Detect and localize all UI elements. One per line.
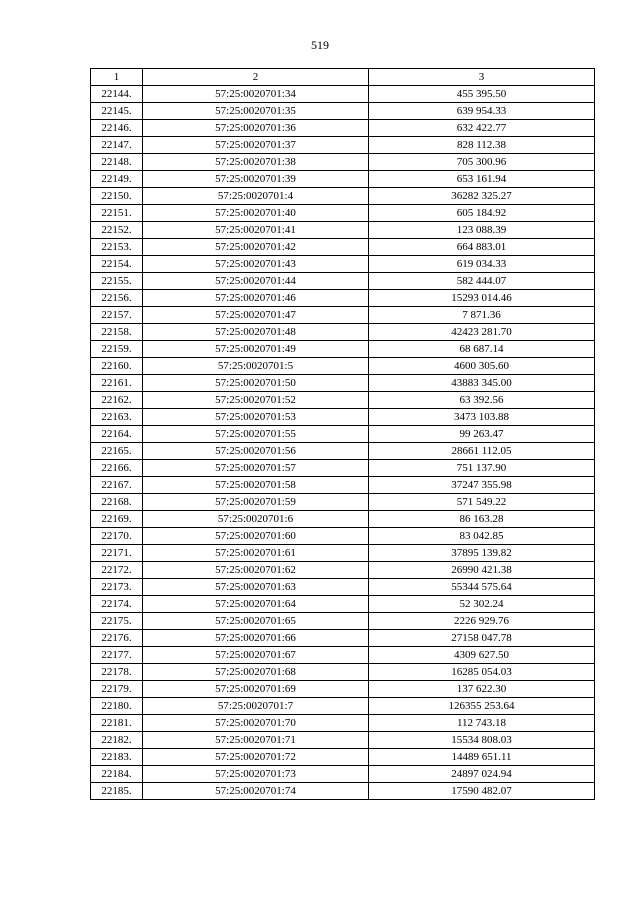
value-cell: 99 263.47 bbox=[369, 426, 595, 443]
value-cell: 619 034.33 bbox=[369, 256, 595, 273]
row-number-cell: 22168. bbox=[91, 494, 143, 511]
table-row bbox=[91, 528, 595, 545]
cadastral-number-cell: 57:25:0020701:37 bbox=[143, 137, 369, 154]
value-cell: 15293 014.46 bbox=[369, 290, 595, 307]
table-row bbox=[91, 698, 595, 715]
table-row bbox=[91, 545, 595, 562]
table-row bbox=[91, 596, 595, 613]
table-header-row bbox=[91, 69, 595, 86]
row-number-cell: 22185. bbox=[91, 783, 143, 800]
table-row bbox=[91, 222, 595, 239]
row-number-cell: 22160. bbox=[91, 358, 143, 375]
row-number-cell: 22179. bbox=[91, 681, 143, 698]
cadastral-number-cell: 57:25:0020701:47 bbox=[143, 307, 369, 324]
row-number-cell: 22149. bbox=[91, 171, 143, 188]
row-number-cell: 22171. bbox=[91, 545, 143, 562]
cadastral-number-cell: 57:25:0020701:59 bbox=[143, 494, 369, 511]
value-cell: 42423 281.70 bbox=[369, 324, 595, 341]
value-cell: 16285 054.03 bbox=[369, 664, 595, 681]
value-cell: 37895 139.82 bbox=[369, 545, 595, 562]
cadastral-number-cell: 57:25:0020701:49 bbox=[143, 341, 369, 358]
table-row bbox=[91, 494, 595, 511]
table-row bbox=[91, 460, 595, 477]
row-number-cell: 22158. bbox=[91, 324, 143, 341]
value-cell: 4600 305.60 bbox=[369, 358, 595, 375]
row-number-cell: 22156. bbox=[91, 290, 143, 307]
value-cell: 28661 112.05 bbox=[369, 443, 595, 460]
value-cell: 582 444.07 bbox=[369, 273, 595, 290]
cadastral-number-cell: 57:25:0020701:4 bbox=[143, 188, 369, 205]
row-number-cell: 22172. bbox=[91, 562, 143, 579]
row-number-cell: 22178. bbox=[91, 664, 143, 681]
table-row bbox=[91, 511, 595, 528]
row-number-cell: 22183. bbox=[91, 749, 143, 766]
row-number-cell: 22152. bbox=[91, 222, 143, 239]
value-cell: 3473 103.88 bbox=[369, 409, 595, 426]
row-number-cell: 22147. bbox=[91, 137, 143, 154]
cadastral-number-cell: 57:25:0020701:48 bbox=[143, 324, 369, 341]
cadastral-number-cell: 57:25:0020701:73 bbox=[143, 766, 369, 783]
row-number-cell: 22170. bbox=[91, 528, 143, 545]
value-cell: 632 422.77 bbox=[369, 120, 595, 137]
cadastral-number-cell: 57:25:0020701:56 bbox=[143, 443, 369, 460]
cadastral-number-cell: 57:25:0020701:43 bbox=[143, 256, 369, 273]
value-cell: 123 088.39 bbox=[369, 222, 595, 239]
table-row bbox=[91, 562, 595, 579]
cadastral-number-cell: 57:25:0020701:70 bbox=[143, 715, 369, 732]
cadastral-number-cell: 57:25:0020701:66 bbox=[143, 630, 369, 647]
cadastral-number-cell: 57:25:0020701:68 bbox=[143, 664, 369, 681]
row-number-cell: 22148. bbox=[91, 154, 143, 171]
cadastral-number-cell: 57:25:0020701:58 bbox=[143, 477, 369, 494]
cadastral-number-cell: 57:25:0020701:61 bbox=[143, 545, 369, 562]
value-cell: 605 184.92 bbox=[369, 205, 595, 222]
cadastral-number-cell: 57:25:0020701:44 bbox=[143, 273, 369, 290]
value-cell: 14489 651.11 bbox=[369, 749, 595, 766]
table-row bbox=[91, 341, 595, 358]
table-row bbox=[91, 154, 595, 171]
value-cell: 137 622.30 bbox=[369, 681, 595, 698]
value-cell: 68 687.14 bbox=[369, 341, 595, 358]
table-row bbox=[91, 681, 595, 698]
cadastral-value-table bbox=[90, 68, 595, 800]
table-row bbox=[91, 188, 595, 205]
value-cell: 571 549.22 bbox=[369, 494, 595, 511]
table-row bbox=[91, 239, 595, 256]
row-number-cell: 22173. bbox=[91, 579, 143, 596]
row-number-cell: 22157. bbox=[91, 307, 143, 324]
row-number-cell: 22182. bbox=[91, 732, 143, 749]
table-row bbox=[91, 409, 595, 426]
value-cell: 36282 325.27 bbox=[369, 188, 595, 205]
cadastral-number-cell: 57:25:0020701:46 bbox=[143, 290, 369, 307]
cadastral-number-cell: 57:25:0020701:55 bbox=[143, 426, 369, 443]
row-number-cell: 22177. bbox=[91, 647, 143, 664]
row-number-cell: 22175. bbox=[91, 613, 143, 630]
cadastral-number-cell: 57:25:0020701:50 bbox=[143, 375, 369, 392]
row-number-cell: 22166. bbox=[91, 460, 143, 477]
table-row bbox=[91, 477, 595, 494]
row-number-cell: 22176. bbox=[91, 630, 143, 647]
row-number-cell: 22180. bbox=[91, 698, 143, 715]
row-number-cell: 22162. bbox=[91, 392, 143, 409]
table-row bbox=[91, 375, 595, 392]
value-cell: 55344 575.64 bbox=[369, 579, 595, 596]
table-row bbox=[91, 171, 595, 188]
cadastral-number-cell: 57:25:0020701:52 bbox=[143, 392, 369, 409]
cadastral-number-cell: 57:25:0020701:69 bbox=[143, 681, 369, 698]
value-cell: 63 392.56 bbox=[369, 392, 595, 409]
cadastral-number-cell: 57:25:0020701:5 bbox=[143, 358, 369, 375]
table-row bbox=[91, 137, 595, 154]
table-row bbox=[91, 256, 595, 273]
cadastral-number-cell: 57:25:0020701:67 bbox=[143, 647, 369, 664]
row-number-cell: 22151. bbox=[91, 205, 143, 222]
value-cell: 126355 253.64 bbox=[369, 698, 595, 715]
table-row bbox=[91, 290, 595, 307]
table-row bbox=[91, 103, 595, 120]
table-row bbox=[91, 443, 595, 460]
cadastral-number-cell: 57:25:0020701:38 bbox=[143, 154, 369, 171]
table-row bbox=[91, 630, 595, 647]
cadastral-number-cell: 57:25:0020701:53 bbox=[143, 409, 369, 426]
table-row bbox=[91, 324, 595, 341]
table-row bbox=[91, 579, 595, 596]
cadastral-number-cell: 57:25:0020701:7 bbox=[143, 698, 369, 715]
cadastral-number-cell: 57:25:0020701:40 bbox=[143, 205, 369, 222]
row-number-cell: 22145. bbox=[91, 103, 143, 120]
value-cell: 37247 355.98 bbox=[369, 477, 595, 494]
row-number-cell: 22161. bbox=[91, 375, 143, 392]
value-cell: 2226 929.76 bbox=[369, 613, 595, 630]
row-number-cell: 22153. bbox=[91, 239, 143, 256]
cadastral-number-cell: 57:25:0020701:63 bbox=[143, 579, 369, 596]
page-number: 519 bbox=[311, 38, 329, 52]
row-number-cell: 22150. bbox=[91, 188, 143, 205]
table-row bbox=[91, 783, 595, 800]
table-row bbox=[91, 307, 595, 324]
column-header-3: 3 bbox=[369, 69, 595, 86]
cadastral-number-cell: 57:25:0020701:74 bbox=[143, 783, 369, 800]
table-row bbox=[91, 205, 595, 222]
value-cell: 4309 627.50 bbox=[369, 647, 595, 664]
value-cell: 15534 808.03 bbox=[369, 732, 595, 749]
cadastral-number-cell: 57:25:0020701:65 bbox=[143, 613, 369, 630]
cadastral-number-cell: 57:25:0020701:39 bbox=[143, 171, 369, 188]
value-cell: 43883 345.00 bbox=[369, 375, 595, 392]
row-number-cell: 22164. bbox=[91, 426, 143, 443]
table-row bbox=[91, 86, 595, 103]
table-row bbox=[91, 664, 595, 681]
row-number-cell: 22159. bbox=[91, 341, 143, 358]
cadastral-number-cell: 57:25:0020701:42 bbox=[143, 239, 369, 256]
row-number-cell: 22184. bbox=[91, 766, 143, 783]
cadastral-number-cell: 57:25:0020701:6 bbox=[143, 511, 369, 528]
table-row bbox=[91, 766, 595, 783]
row-number-cell: 22181. bbox=[91, 715, 143, 732]
row-number-cell: 22154. bbox=[91, 256, 143, 273]
value-cell: 7 871.36 bbox=[369, 307, 595, 324]
value-cell: 27158 047.78 bbox=[369, 630, 595, 647]
cadastral-number-cell: 57:25:0020701:34 bbox=[143, 86, 369, 103]
value-cell: 52 302.24 bbox=[369, 596, 595, 613]
table-row bbox=[91, 120, 595, 137]
cadastral-number-cell: 57:25:0020701:36 bbox=[143, 120, 369, 137]
table-row bbox=[91, 749, 595, 766]
table-row bbox=[91, 732, 595, 749]
value-cell: 83 042.85 bbox=[369, 528, 595, 545]
value-cell: 751 137.90 bbox=[369, 460, 595, 477]
table-body bbox=[91, 86, 595, 800]
value-cell: 639 954.33 bbox=[369, 103, 595, 120]
table-row bbox=[91, 715, 595, 732]
cadastral-number-cell: 57:25:0020701:72 bbox=[143, 749, 369, 766]
table-row bbox=[91, 392, 595, 409]
row-number-cell: 22167. bbox=[91, 477, 143, 494]
row-number-cell: 22165. bbox=[91, 443, 143, 460]
value-cell: 828 112.38 bbox=[369, 137, 595, 154]
value-cell: 653 161.94 bbox=[369, 171, 595, 188]
cadastral-number-cell: 57:25:0020701:35 bbox=[143, 103, 369, 120]
value-cell: 112 743.18 bbox=[369, 715, 595, 732]
row-number-cell: 22146. bbox=[91, 120, 143, 137]
value-cell: 86 163.28 bbox=[369, 511, 595, 528]
value-cell: 17590 482.07 bbox=[369, 783, 595, 800]
row-number-cell: 22155. bbox=[91, 273, 143, 290]
row-number-cell: 22169. bbox=[91, 511, 143, 528]
value-cell: 664 883.01 bbox=[369, 239, 595, 256]
cadastral-number-cell: 57:25:0020701:64 bbox=[143, 596, 369, 613]
value-cell: 26990 421.38 bbox=[369, 562, 595, 579]
column-header-1: 1 bbox=[91, 69, 143, 86]
table-row bbox=[91, 358, 595, 375]
value-cell: 24897 024.94 bbox=[369, 766, 595, 783]
cadastral-number-cell: 57:25:0020701:41 bbox=[143, 222, 369, 239]
row-number-cell: 22174. bbox=[91, 596, 143, 613]
value-cell: 705 300.96 bbox=[369, 154, 595, 171]
table-row bbox=[91, 613, 595, 630]
cadastral-number-cell: 57:25:0020701:62 bbox=[143, 562, 369, 579]
cadastral-number-cell: 57:25:0020701:60 bbox=[143, 528, 369, 545]
table-row bbox=[91, 647, 595, 664]
cadastral-number-cell: 57:25:0020701:57 bbox=[143, 460, 369, 477]
row-number-cell: 22144. bbox=[91, 86, 143, 103]
cadastral-number-cell: 57:25:0020701:71 bbox=[143, 732, 369, 749]
value-cell: 455 395.50 bbox=[369, 86, 595, 103]
table-row bbox=[91, 426, 595, 443]
row-number-cell: 22163. bbox=[91, 409, 143, 426]
column-header-2: 2 bbox=[143, 69, 369, 86]
table-row bbox=[91, 273, 595, 290]
